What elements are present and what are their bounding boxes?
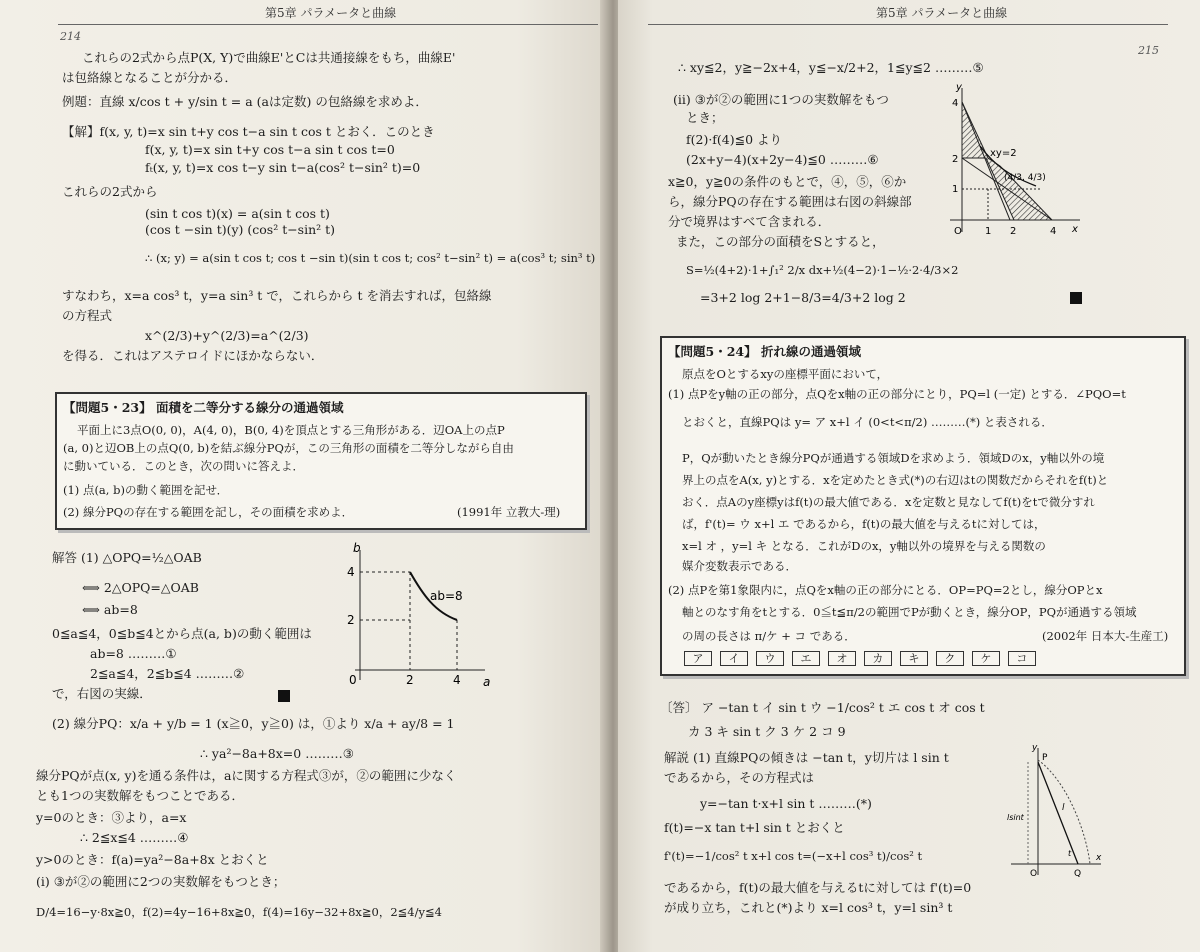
- text-line: これらの2式から: [62, 184, 158, 199]
- tick-label: 4: [347, 565, 355, 579]
- text-line: の方程式: [62, 308, 113, 323]
- text-line: ∴ xy≦2，y≧−2x+4，y≦−x/2+2，1≦y≦2 ………⑤: [678, 60, 984, 75]
- q-label: Q: [1074, 869, 1082, 879]
- answer-line: 〔答〕 ア −tan t イ sin t ウ −1/cos² t エ cos t オ cos t: [660, 700, 985, 715]
- answer-box: キ: [900, 651, 928, 666]
- explanation-line: であるから，f(t)の最大値を与えるtに対しては f'(t)=0: [664, 880, 972, 895]
- tick-label: 4: [1050, 226, 1057, 237]
- matrix-equation: ∴ (x; y) = a(sin t cos t; cos t −sin t)(sin t cos t; cos² t−sin² t) = a(cos³ t; sin³ t): [145, 251, 596, 265]
- segment-pq: [1038, 762, 1078, 864]
- answer-box: カ: [864, 651, 892, 666]
- solution-line: 線分PQが点(x, y)を通る条件は，aに関する方程式③が，②の範囲に少なく: [36, 768, 457, 783]
- curve-label: ab=8: [430, 589, 463, 603]
- tick-label: 1: [985, 226, 992, 237]
- problem-line: 媒介変数表示である．: [682, 559, 797, 573]
- end-mark: [1070, 292, 1082, 304]
- matrix-equation: (cos t −sin t)(y) (cos² t−sin² t): [145, 222, 336, 237]
- problem-title: 【問題5・24】 折れ線の通過領域: [668, 344, 861, 359]
- equation: x^(2/3)+y^(2/3)=a^(2/3): [145, 328, 309, 343]
- ab-region-graph: [335, 540, 495, 690]
- problem-line: (2) 線分PQの存在する範囲を記し，その面積を求めよ．: [63, 505, 354, 519]
- explanation-line: 解説 (1) 直線PQの傾きは −tan t，y切片は l sin t: [664, 750, 949, 765]
- solution-line: (i) ③が②の範囲に2つの実数解をもつとき；: [36, 874, 286, 889]
- problem-box-5-23: [55, 392, 587, 530]
- text-line: 例題：直線 x/cos t + y/sin t = a (aは定数) の包絡線を求めよ．: [62, 94, 428, 109]
- problem-line: の周の長さは π/ケ + コ である．: [682, 629, 856, 643]
- a-axis-label: a: [483, 675, 491, 689]
- tick-label: 2: [347, 613, 355, 627]
- equation: =3+2 log 2+1−8/3=4/3+2 log 2: [700, 290, 906, 305]
- text-line: (ii) ③が②の範囲に1つの実数解をもつ: [673, 92, 889, 107]
- solution-line: ∴ 2≦x≦4 ………④: [80, 830, 189, 845]
- answer-box: ウ: [756, 651, 784, 666]
- l-label: l: [1062, 803, 1065, 813]
- tick-label: 4: [952, 98, 959, 109]
- tick-label: 2: [952, 154, 959, 165]
- solution-line: 0≦a≦4，0≦b≦4とから点(a, b)の動く範囲は: [52, 626, 312, 641]
- answer-box: コ: [1008, 651, 1036, 666]
- problem-line: x=l オ ，y=l キ となる．これがDのx，y軸以外の境界を与える関数の: [682, 539, 1046, 553]
- solution-line: で，右図の実線．: [52, 686, 152, 701]
- region-graph: [940, 82, 1090, 242]
- problem-line: (2) 点Pを第1象限内に，点Qをx軸の正の部分にとる．OP=PQ=2とし，線分OPとx: [668, 583, 1103, 597]
- answer-box: イ: [720, 651, 748, 666]
- x-label: x: [1096, 853, 1102, 863]
- b-axis-label: b: [353, 541, 361, 555]
- t-label: t: [1068, 849, 1072, 858]
- tick-label: 4: [453, 673, 461, 687]
- text-line: ら，線分PQの存在する範囲は右図の斜線部: [668, 194, 912, 209]
- problem-line: 平面上に3点O(0, 0)，A(4, 0)，B(0, 4)を頂点とする三角形がある．辺OA上の点P: [77, 423, 505, 437]
- p-label: P: [1042, 753, 1048, 763]
- text-line: は包絡線となることが分かる．: [62, 70, 238, 85]
- chapter-header-left: 第5章 パラメータと曲線: [265, 6, 397, 20]
- answer-box: ア: [684, 651, 712, 666]
- problem-line: (a, 0)と辺OB上の点Q(0, b)を結ぶ線分PQが，この三角形の面積を二等分しながら自由: [63, 441, 514, 455]
- solution-line: 解答 (1) △OPQ=½△OAB: [52, 550, 202, 565]
- curve-label: xy=2: [990, 148, 1017, 159]
- answer-boxes: [682, 650, 1038, 666]
- point-label: (4/3, 4/3): [1004, 173, 1046, 183]
- text-line: また，この部分の面積をSとすると，: [676, 234, 885, 249]
- text-line: 【解】f(x, y, t)=x sin t+y cos t−a sin t cos t とおく．このとき: [62, 124, 435, 139]
- equation: f(x, y, t)=x sin t+y cos t−a sin t cos t=0: [145, 142, 395, 157]
- solution-line: ⟺ ab=8: [82, 602, 138, 617]
- solution-line: D/4=16−y·8x≧0，f(2)=4y−16+8x≧0，f(4)=16y−32+8x≧0，2≦4/y≦4: [36, 905, 442, 919]
- y-label: y: [1032, 743, 1038, 753]
- boundary-line: [962, 102, 1010, 220]
- header-rule: [648, 24, 1168, 25]
- equation: S=½(4+2)·1+∫₁² 2/x dx+½(4−2)·1−½·2·4/3×2: [686, 263, 959, 277]
- solution-line: y=0のとき：③より，a=x: [36, 810, 187, 825]
- page-number-right: 215: [1138, 44, 1159, 57]
- explanation-line: が成り立ち，これと(*)より x=l cos³ t，y=l sin³ t: [664, 900, 953, 915]
- problem-line: に動いている．このとき，次の問いに答えよ．: [63, 459, 305, 473]
- explanation-line: であるから，その方程式は: [664, 770, 815, 785]
- solution-line: ab=8 ………①: [90, 646, 177, 661]
- problem-line: (1) 点Pをy軸の正の部分，点Qをx軸の正の部分にとり，PQ=l (一定) とする．∠PQO=t: [668, 387, 1126, 401]
- x-axis-label: x: [1072, 224, 1078, 235]
- solution-line: とも1つの実数解をもつことである．: [36, 788, 244, 803]
- answer-line: カ 3 キ sin t ク 3 ケ 2 コ 9: [688, 724, 846, 739]
- tick-label: 2: [1010, 226, 1017, 237]
- tick-label: 1: [952, 184, 959, 195]
- end-mark: [278, 690, 290, 702]
- o-label: O: [1030, 869, 1038, 879]
- pq-figure: [1006, 740, 1106, 880]
- text-line: x≧0，y≧0の条件のもとで，④，⑤，⑥か: [668, 174, 907, 189]
- problem-line: P，Qが動いたとき線分PQが通過する領域Dを求めよう．領域Dのx，y軸以外の境: [682, 451, 1105, 465]
- problem-line: ば，f'(t)= ウ x+l エ であるから，f(t)の最大値を与えるtに対しては，: [682, 517, 1046, 531]
- explanation-line: y=−tan t·x+l sin t ………(*): [700, 796, 872, 811]
- right-page: [618, 0, 1200, 952]
- hatched-region: [962, 102, 1052, 220]
- solution-line: y>0のとき：f(a)=ya²−8a+8x とおくと: [36, 852, 269, 867]
- text-line: これらの2式から点P(X, Y)で曲線E'とCは共通接線をもち，曲線E': [82, 50, 456, 65]
- text-line: (2x+y−4)(x+2y−4)≦0 ………⑥: [686, 152, 879, 167]
- problem-box-5-24: [660, 336, 1186, 676]
- equation: fₜ(x, y, t)=x cos t−y sin t−a(cos² t−sin² t)=0: [145, 160, 421, 175]
- problem-line: 原点をOとするxyの座標平面において，: [682, 367, 889, 381]
- answer-box: オ: [828, 651, 856, 666]
- text-line: を得る．これはアステロイドにほかならない．: [62, 348, 324, 363]
- lsint-label: lsint: [1007, 813, 1024, 822]
- header-rule: [58, 24, 598, 25]
- problem-source: (1991年 立教大-理): [457, 505, 561, 519]
- answer-box: エ: [792, 651, 820, 666]
- explanation-line: f(t)=−x tan t+l sin t とおくと: [664, 820, 845, 835]
- problem-title: 【問題5・23】 面積を二等分する線分の通過領域: [63, 400, 344, 415]
- answer-box: ケ: [972, 651, 1000, 666]
- solution-line: ⟺ 2△OPQ=△OAB: [82, 580, 199, 595]
- solution-line: ∴ ya²−8a+8x=0 ………③: [200, 746, 354, 761]
- problem-source: (2002年 日本大-生産工): [1042, 629, 1169, 643]
- origin-label: O: [954, 226, 962, 237]
- matrix-equation: (sin t cos t)(x) = a(sin t cos t): [145, 206, 330, 221]
- tick-label: 2: [406, 673, 414, 687]
- origin-label: 0: [349, 673, 357, 687]
- problem-line: 軸とのなす角をtとする．0≦t≦π/2の範囲でPが動くとき，線分OP，PQが通過する領域: [682, 605, 1137, 619]
- problem-line: (1) 点(a, b)の動く範囲を記せ．: [63, 483, 229, 497]
- problem-line: おく．点Aのy座標yはf(t)の最大値である．xを定数と見なしてf(t)をtで微分すれ: [682, 495, 1095, 509]
- solution-line: 2≦a≦4，2≦b≦4 ………②: [90, 666, 245, 681]
- text-line: すなわち，x=a cos³ t，y=a sin³ t で，これらから t を消去すれば，包絡線: [62, 288, 492, 303]
- chapter-header-right: 第5章 パラメータと曲線: [876, 6, 1008, 20]
- text-line: 分で境界はすべて含まれる．: [668, 214, 831, 229]
- answer-box: ク: [936, 651, 964, 666]
- explanation-line: f'(t)=−1/cos² t x+l cos t=(−x+l cos³ t)/cos² t: [664, 849, 923, 863]
- y-axis-label: y: [956, 82, 962, 93]
- solution-line: (2) 線分PQ：x/a + y/b = 1 (x≧0，y≧0) は，①より x/a + ay/8 = 1: [52, 716, 455, 731]
- problem-line: とおくと，直線PQは y= ア x+l イ (0<t<π/2) ………(*) と表される．: [682, 415, 1053, 429]
- page-number-left: 214: [60, 30, 81, 43]
- problem-line: 界上の点をA(x, y)とする．xを定めたとき式(*)の右辺はtの関数だからそれをf(t)と: [682, 473, 1109, 487]
- text-line: f(2)·f(4)≦0 より: [686, 132, 783, 147]
- text-line: とき；: [686, 110, 724, 125]
